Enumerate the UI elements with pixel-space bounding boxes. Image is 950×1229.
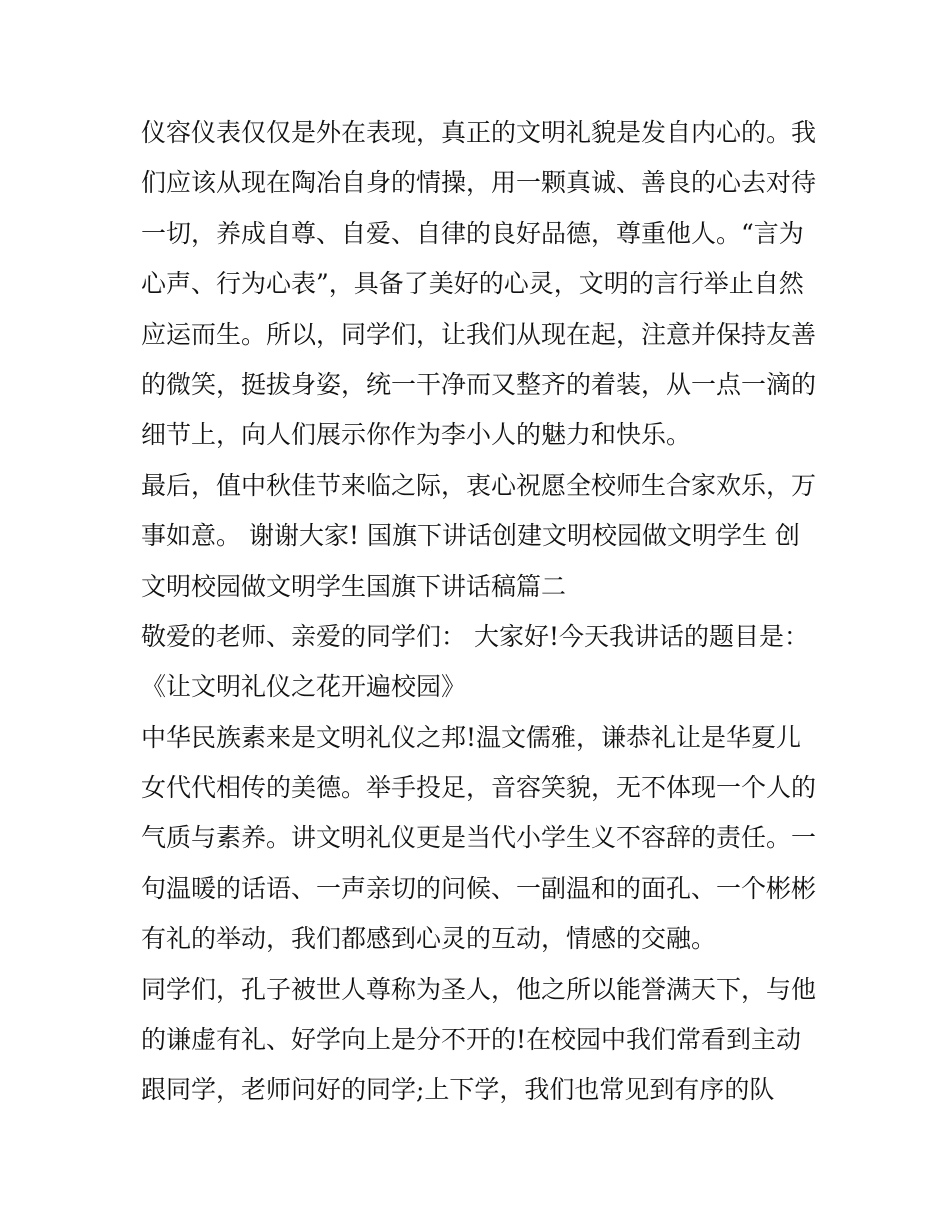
document-body: [141, 108, 821, 1116]
text-line: 仪容仪表仅仅是外在表现，真正的文明礼貌是发自内心的。我: [141, 118, 817, 147]
text-line: 事如意。 谢谢大家! 国旗下讲话创建文明校园做文明学生 创: [141, 521, 800, 551]
text-line: 句温暖的话语、一声亲切的问候、一副温和的面孔、一个彬彬: [141, 873, 817, 903]
text-line: 跟同学，老师问好的同学;上下学，我们也常见到有序的队: [141, 1075, 775, 1105]
text-line: 敬爱的老师、亲爱的同学们： 大家好!今天我讲话的题目是：: [141, 621, 809, 651]
text-line: 的微笑，挺拔身姿，统一干净而又整齐的着装，从一点一滴的: [141, 369, 817, 399]
text-line: 《让文明礼仪之花开遍校园》: [141, 672, 467, 702]
text-line: 心声、行为心表”，具备了美好的心灵，文明的言行举止自然: [141, 269, 804, 299]
text-line: 文明校园做文明学生国旗下讲话稿篇二: [141, 571, 567, 601]
text-line: 气质与素养。讲文明礼仪更是当代小学生义不容辞的责任。一: [141, 823, 817, 853]
text-line: 最后，值中秋佳节来临之际，衷心祝愿全校师生合家欢乐，万: [141, 470, 817, 500]
text-line: 女代代相传的美德。举手投足，音容笑貌，无不体现一个人的: [141, 773, 817, 803]
text-line: 一切，养成自尊、自爱、自律的良好品德，尊重他人。“言为: [141, 218, 804, 248]
text-line: 中华民族素来是文明礼仪之邦!温文儒雅，谦恭礼让是华夏儿: [141, 722, 802, 752]
text-line: 应运而生。所以，同学们，让我们从现在起，注意并保持友善: [141, 319, 817, 349]
text-line: 有礼的举动，我们都感到心灵的互动，情感的交融。: [141, 924, 717, 954]
text-line: 们应该从现在陶冶自身的情操，用一颗真诚、善良的心去对待: [141, 168, 817, 198]
text-line: 的谦虚有礼、好学向上是分不开的!在校园中我们常看到主动: [141, 1025, 802, 1055]
text-line: 细节上，向人们展示你作为李小人的魅力和快乐。: [141, 420, 692, 450]
text-line: 同学们，孔子被世人尊称为圣人，他之所以能誉满天下，与他: [141, 974, 817, 1004]
